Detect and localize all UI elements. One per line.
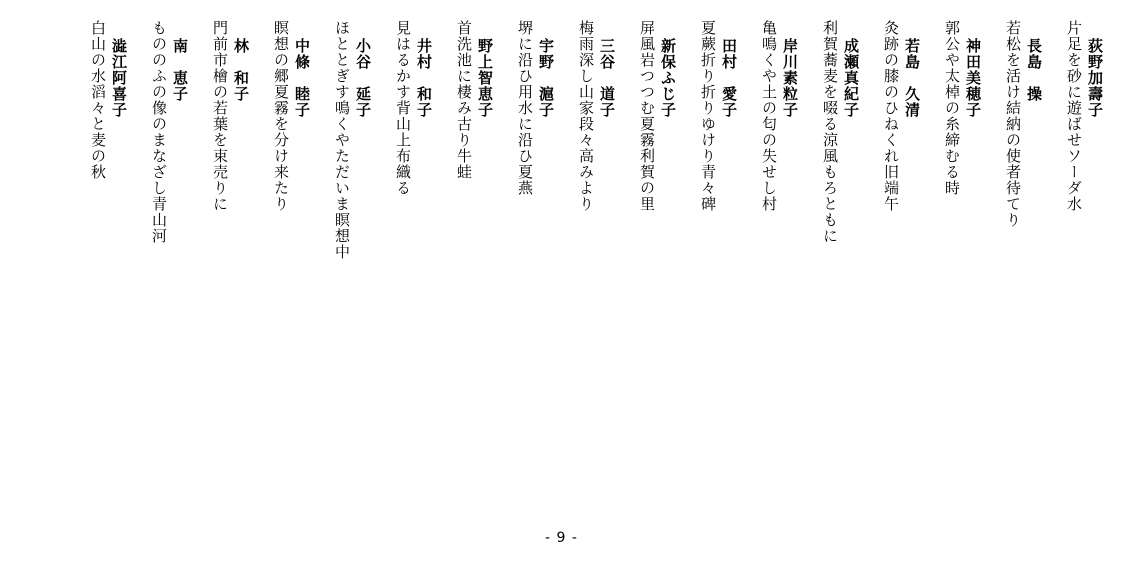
haiku-entry bbox=[943, 20, 981, 520]
haiku-entry bbox=[394, 20, 432, 520]
haiku-text: 若松を活け結納の使者待てり bbox=[1004, 20, 1022, 228]
haiku-text: 屏風岩つつむ夏霧利賀の里 bbox=[638, 20, 656, 212]
haiku-entry bbox=[516, 20, 554, 520]
author-name: 田村 愛子 bbox=[720, 38, 738, 118]
haiku-entry bbox=[150, 20, 188, 520]
haiku-text: 門前市檜の若葉を束売りに bbox=[211, 20, 229, 212]
haiku-text: ほととぎす鳴くやただいま瞑想中 bbox=[333, 20, 351, 260]
page-number: - 9 - bbox=[545, 530, 578, 546]
haiku-text: 片足を砂に遊ばせソーダ水 bbox=[1065, 20, 1083, 212]
author-name: 宇野 滬子 bbox=[537, 38, 555, 118]
haiku-entry bbox=[882, 20, 920, 520]
haiku-entry bbox=[638, 20, 676, 520]
author-name: 澁江阿喜子 bbox=[110, 38, 128, 118]
author-name: 若島 久清 bbox=[903, 38, 921, 118]
author-name: 井村 和子 bbox=[415, 38, 433, 118]
haiku-list bbox=[20, 20, 1103, 520]
author-name: 神田美穂子 bbox=[964, 38, 982, 118]
haiku-text: 白山の水滔々と麦の秋 bbox=[89, 20, 107, 180]
haiku-text: もののふの像のまなざし青山河 bbox=[150, 20, 168, 244]
author-name: 荻野加壽子 bbox=[1086, 38, 1104, 118]
haiku-entry bbox=[821, 20, 859, 520]
author-name: 野上智恵子 bbox=[476, 38, 494, 118]
haiku-entry bbox=[1004, 20, 1042, 520]
haiku-entry bbox=[699, 20, 737, 520]
author-name: 成瀬真紀子 bbox=[842, 38, 860, 118]
haiku-text: 利賀蕎麦を啜る涼風もろともに bbox=[821, 20, 839, 244]
haiku-text: 灸跡の膝のひねくれ旧端午 bbox=[882, 20, 900, 212]
haiku-entry bbox=[333, 20, 371, 520]
haiku-text: 夏蕨折り折りゆけり青々碑 bbox=[699, 20, 717, 212]
haiku-text: 亀鳴くや土の匂の失せし村 bbox=[760, 20, 778, 212]
author-name: 岸川素粒子 bbox=[781, 38, 799, 118]
haiku-entry bbox=[455, 20, 493, 520]
author-name: 中條 睦子 bbox=[293, 38, 311, 118]
author-name: 新保ふじ子 bbox=[659, 38, 677, 118]
haiku-text: 梅雨深し山家段々高みより bbox=[577, 20, 595, 212]
haiku-text: 郭公や太棹の糸締むる時 bbox=[943, 20, 961, 196]
author-name: 長島 操 bbox=[1025, 38, 1043, 102]
author-name: 南 恵子 bbox=[171, 38, 189, 102]
haiku-entry bbox=[272, 20, 310, 520]
haiku-entry bbox=[1065, 20, 1103, 520]
haiku-entry bbox=[577, 20, 615, 520]
haiku-text: 首洗池に棲み古り牛蛙 bbox=[455, 20, 473, 180]
haiku-entry bbox=[760, 20, 798, 520]
author-name: 小谷 延子 bbox=[354, 38, 372, 118]
haiku-entry bbox=[89, 20, 127, 520]
author-name: 林 和子 bbox=[232, 38, 250, 102]
haiku-text: 瞑想の郷夏霧を分け来たり bbox=[272, 20, 290, 212]
haiku-entry bbox=[211, 20, 249, 520]
haiku-text: 堺に沿ひ用水に沿ひ夏燕 bbox=[516, 20, 534, 196]
haiku-text: 見はるかす背山上布織る bbox=[394, 20, 412, 196]
author-name: 三谷 道子 bbox=[598, 38, 616, 118]
